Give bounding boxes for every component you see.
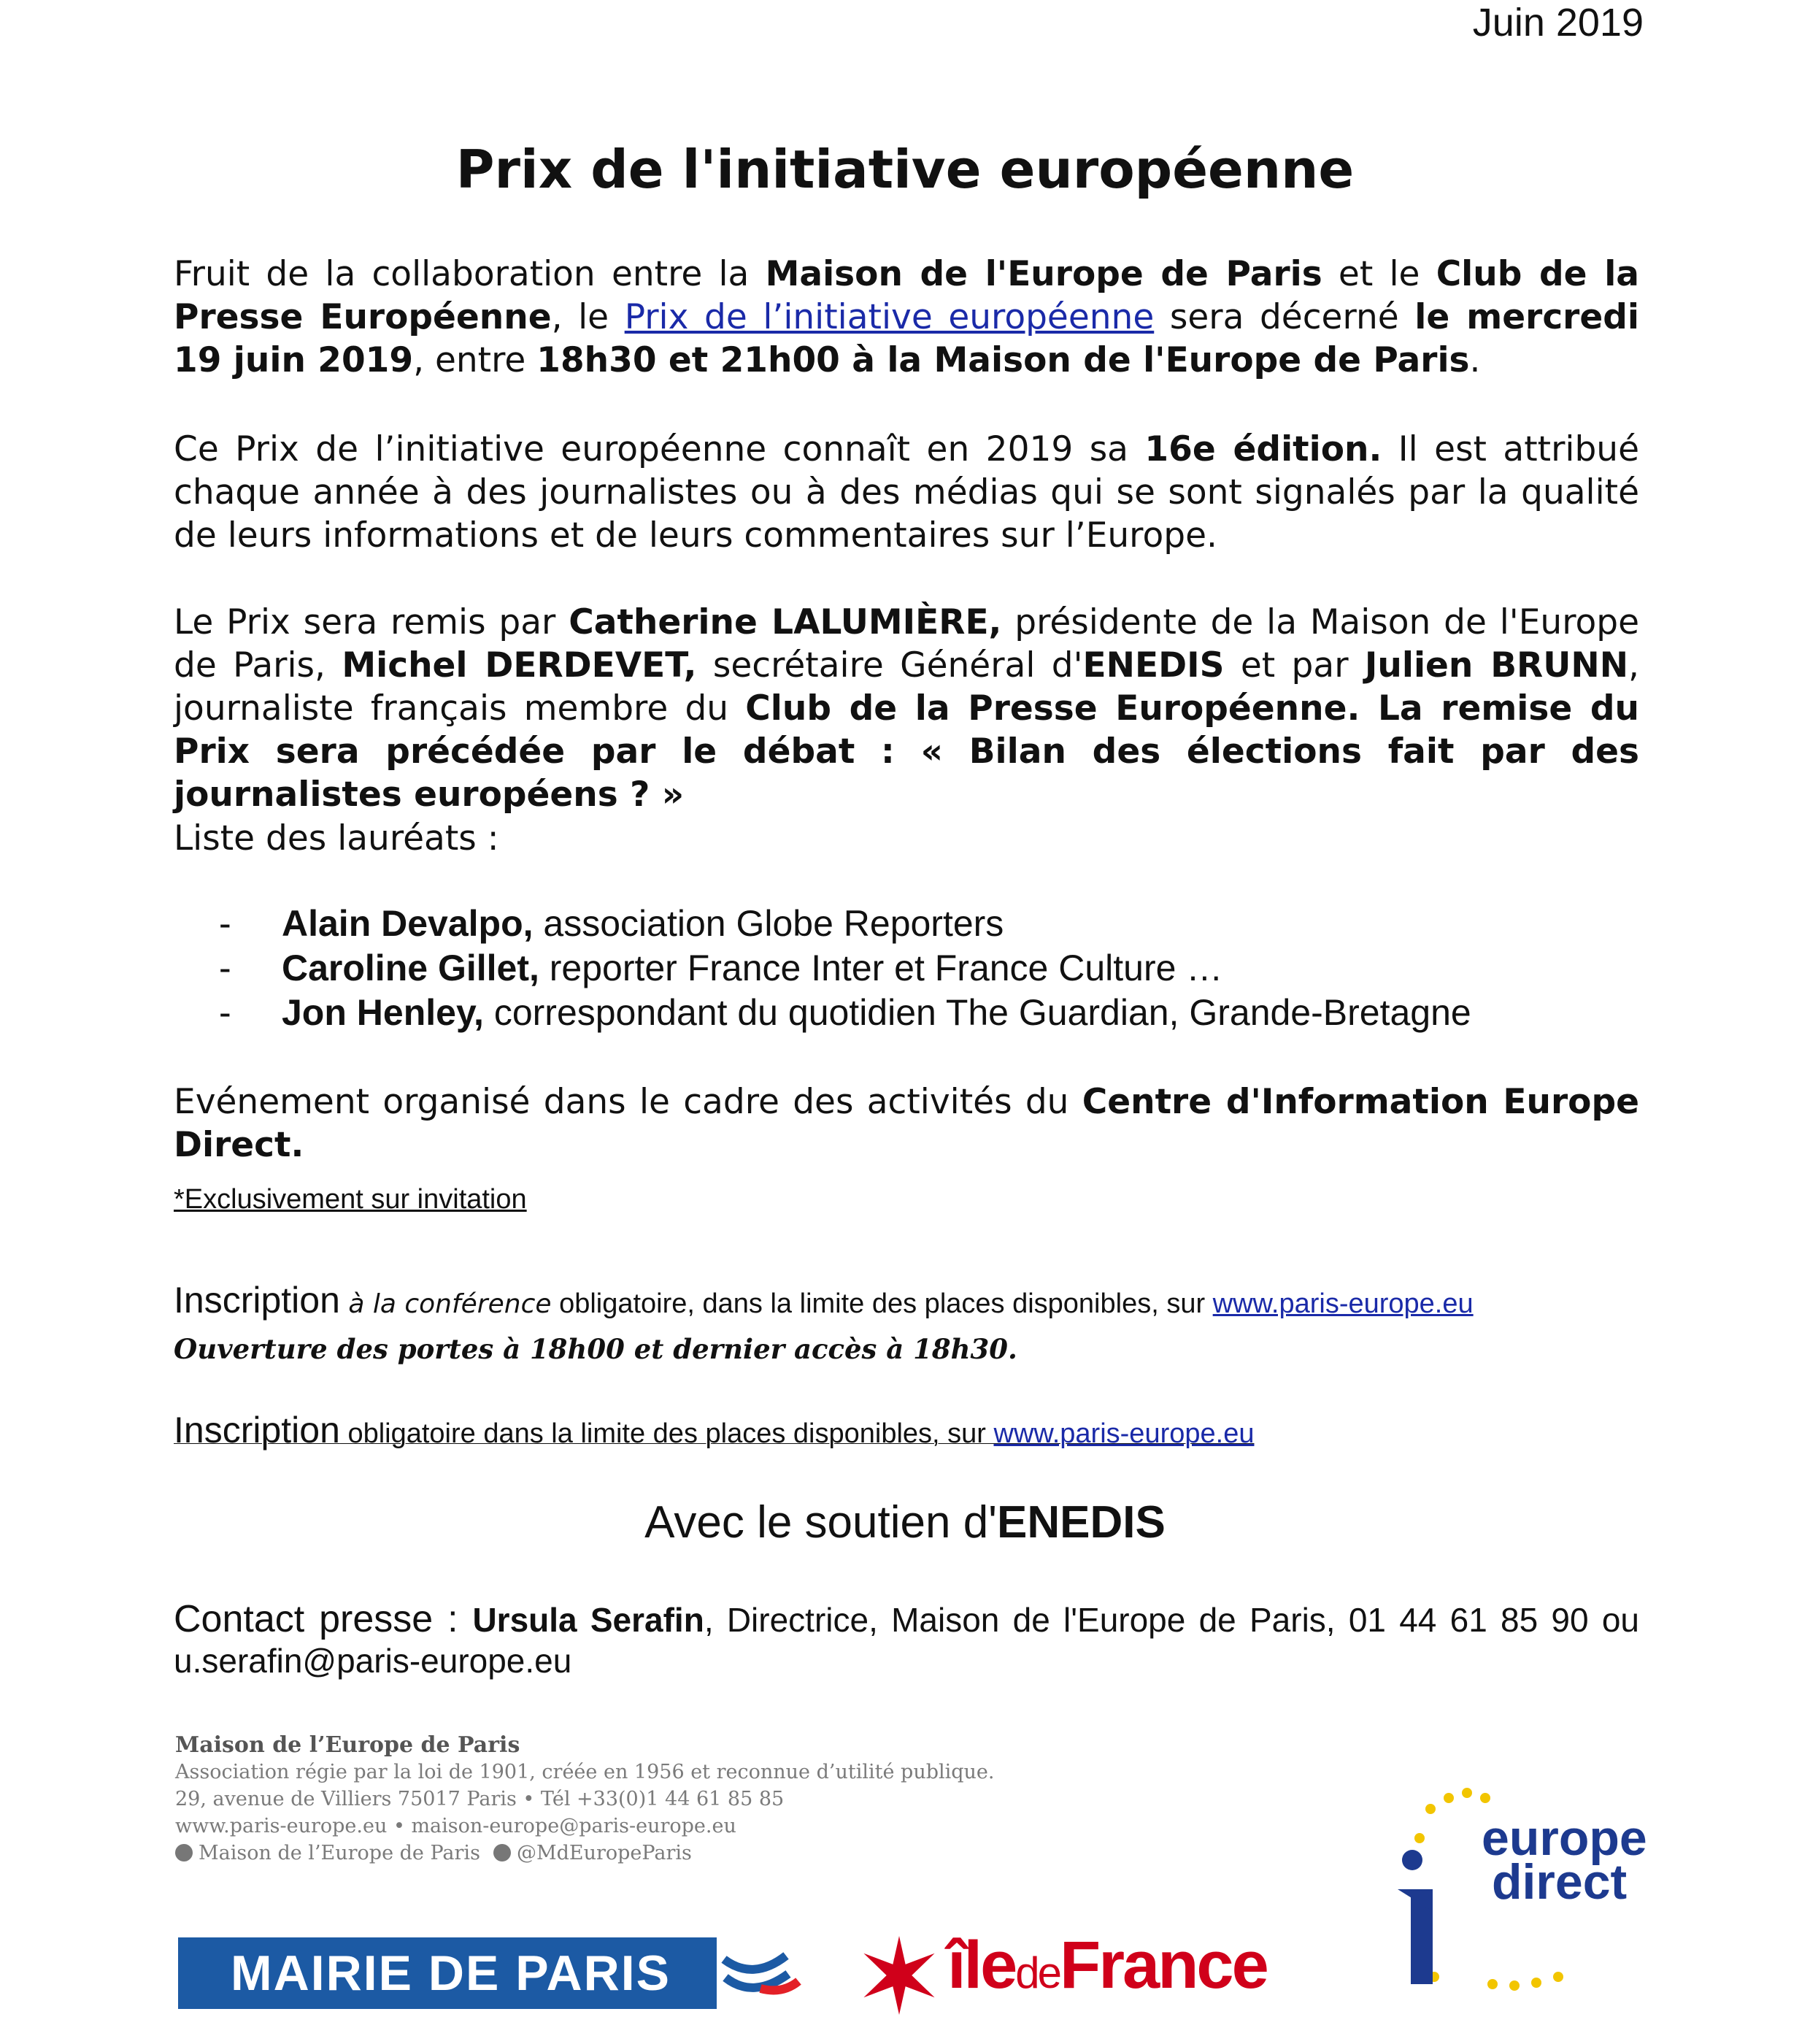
ile-de-france-logo: îledeFrance: [947, 1928, 1267, 2002]
invitation-note: *Exclusivement sur invitation: [174, 1184, 527, 1215]
inscription-general: Inscription obligatoire dans la limite des places disponibles, sur www.paris-europe.eu: [174, 1410, 1255, 1451]
footer-address: Maison de l’Europe de Paris Association régie par la loi de 1901, créée en 1956 et reconnue d’utilité publique. 29, avenue de Villiers 75017 Paris • Tél +33(0)1 44 61 85 85 www.paris-europe.eu • maison-europe@paris-europe.eu Maison de l’Europe de Paris @MdEuropeParis: [175, 1732, 995, 1864]
prix-link[interactable]: Prix de l’initiative européenne: [624, 297, 1155, 337]
idf-star-icon: [860, 1936, 939, 2015]
doors-info: Ouverture des portes à 18h00 et dernier accès à 18h30.: [174, 1333, 1017, 1365]
twitter-icon: [493, 1844, 511, 1862]
europe-direct-logo: europe direct: [1482, 1810, 1647, 1910]
list-item: - Alain Devalpo, association Globe Reporters: [219, 903, 1004, 944]
facebook-icon: [175, 1844, 193, 1862]
list-item: - Caroline Gillet, reporter France Inter et France Culture …: [219, 948, 1223, 988]
document-date: Juin 2019: [1472, 1, 1644, 45]
event-paragraph: Evénement organisé dans le cadre des activités du Centre d'Information Europe Direct.: [174, 1082, 1639, 1165]
award-paragraph: Le Prix sera remis par Catherine LALUMIÈRE, présidente de la Maison de l'Europe de Paris, Michel DERDEVET, secrétaire Général d'ENEDIS et par Julien BRUNN, journaliste français membre du Club de la Presse Européenne. La remise du Prix sera précédée par le débat : « Bilan des élections fait par des journalistes européens ? »: [174, 602, 1640, 815]
edition-paragraph: Ce Prix de l’initiative européenne connaît en 2019 sa 16e édition. Il est attribué chaque année à des journalistes ou à des médias qui se sont signalés par la qualité de leurs informations et de leurs commentaires sur l’Europe.: [174, 429, 1639, 556]
page-title: Prix de l'initiative européenne: [455, 139, 1355, 200]
sponsor-line: Avec le soutien d'ENEDIS: [644, 1497, 1166, 1548]
mairie-de-paris-logo: MAIRIE DE PARIS: [178, 1937, 804, 2009]
intro-paragraph: Fruit de la collaboration entre la Maison de l'Europe de Paris et le Club de la Presse Européenne, le Prix de l’initiative européenne sera décerné le mercredi 19 juin 2019, entre 18h30 et 21h00 à la Maison de l'Europe de Paris.: [174, 254, 1640, 380]
mairie-ship-icon: [717, 1937, 804, 2009]
laureates-list: [219, 902, 1471, 1035]
list-item: - Jon Henley, correspondant du quotidien The Guardian, Grande-Bretagne: [219, 992, 1471, 1033]
website-link[interactable]: www.paris-europe.eu: [1212, 1288, 1474, 1319]
press-contact: Contact presse : Ursula Serafin, Directrice, Maison de l'Europe de Paris, 01 44 61 85 90 ou u.serafin@paris-europe.eu: [174, 1598, 1639, 1680]
laureates-heading: Liste des lauréats :: [174, 818, 499, 858]
inscription-conference: Inscription à la conférence obligatoire, dans la limite des places disponibles, sur www.paris-europe.eu: [174, 1280, 1474, 1321]
website-link[interactable]: www.paris-europe.eu: [993, 1418, 1255, 1449]
